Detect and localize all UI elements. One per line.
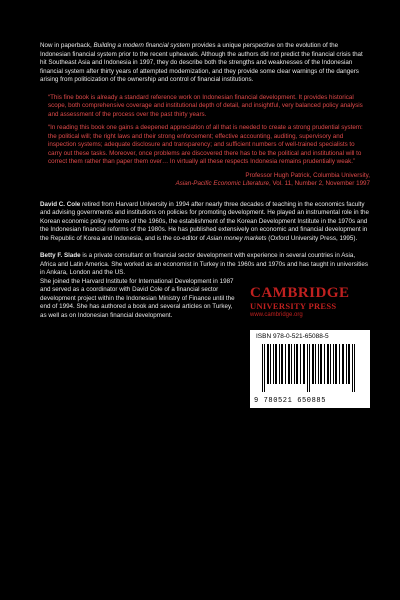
publisher-name: CAMBRIDGE bbox=[250, 285, 350, 301]
barcode-icon bbox=[260, 344, 360, 392]
cole-text-1: retired from Harvard University in 1994 after nearly three decades of teaching in the economics faculty and advising governments and institutions on policies for promoting development. He played an instrumental role in the Korean economic policy reforms of the 1960s, the establishment of the Korean Development Institute in the 1970s and the Indonesian financial reforms of the 1980s. He has published extensively on economic and financial development in the Republic of Korea and Indonesia, and is the co-editor of bbox=[40, 200, 370, 242]
intro-prefix: Now in paperback, bbox=[40, 42, 94, 49]
attribution-details: , Vol. 11, Number 2, November 1997 bbox=[269, 180, 370, 187]
slade-bio-wide bbox=[40, 252, 370, 278]
cole-book-title: Asian money markets bbox=[206, 234, 267, 242]
isbn-label: ISBN 978-0-521-65088-5 bbox=[256, 333, 329, 340]
slade-bio-narrow: She joined the Harvard Institute for International Development in 1987 and served as a coordinator with David Cole of a financial sector development project within the Indonesian Ministry of Finance until the end of 1994. She has authored a book and several articles on Turkey, as well as on Indonesian financial development. bbox=[40, 277, 235, 319]
barcode-box bbox=[250, 330, 370, 408]
cole-name: David C. Cole bbox=[40, 200, 81, 208]
intro-paragraph bbox=[40, 42, 370, 85]
cambridge-logo bbox=[250, 286, 370, 319]
review-attribution bbox=[40, 172, 370, 189]
slade-name: Betty F. Slade bbox=[40, 252, 81, 259]
cole-bio bbox=[40, 201, 370, 244]
publisher-url: www.cambridge.org bbox=[250, 312, 303, 318]
intro-text: provides a unique perspective on the evolution of the Indonesian financial system prior to the recent upheavals. Although the authors did not predict the financial crisis that hit Southeast Asia and Indonesia in 1997, they do describe both the strengths and weaknesses of the Indonesian financial system after thirty years of attempted modernization, and they provide some clear warnings of the dangers arising from politicization of the ownership and control of financial institutions. bbox=[40, 42, 363, 83]
slade-section bbox=[40, 252, 370, 405]
back-cover bbox=[40, 42, 370, 405]
cole-text-2: (Oxford University Press, 1995). bbox=[266, 234, 358, 242]
publisher-subtitle: UNIVERSITY PRESS bbox=[250, 301, 337, 311]
attribution-journal: Asian-Pacific Economic Literature bbox=[175, 180, 270, 187]
intro-book-title: Building a modern financial system bbox=[93, 42, 191, 49]
slade-text-wide: is a private consultant on financial sector development with experience in several countries in Asia, Africa and Latin America. She worked as an economist in Turkey in the 1960s and 1970s and has taught in universities in Ankara, London and the US. bbox=[40, 252, 368, 276]
barcode-digits: 9 780521 650885 bbox=[254, 397, 327, 405]
review-quote-1: “This fine book is already a standard reference work on Indonesian financial development. It provides historical scope, both comprehensive coverage and institutional depth of detail, and insightful, very balanced policy analysis and assessment of the process over the past thirty years. bbox=[48, 93, 363, 118]
review-quote-2: “In reading this book one gains a deepened appreciation of all that is needed to create a strong prudential system: the political will; the right laws and their strong enforcement; effective accounting, auditing, supervisory and inspection systems; adequate disclosure and transparency; and sufficient numbers of well-trained specialists to carry out these tasks. Moreover, once problems are discovered there has to be the political and institutional will to correct them rather than paper them over… In virtually all these respects Indonesia remains prudentially weak.” bbox=[48, 124, 363, 165]
attribution-citation bbox=[40, 180, 370, 189]
attribution-name: Professor Hugh Patrick, Columbia University, bbox=[245, 171, 370, 179]
